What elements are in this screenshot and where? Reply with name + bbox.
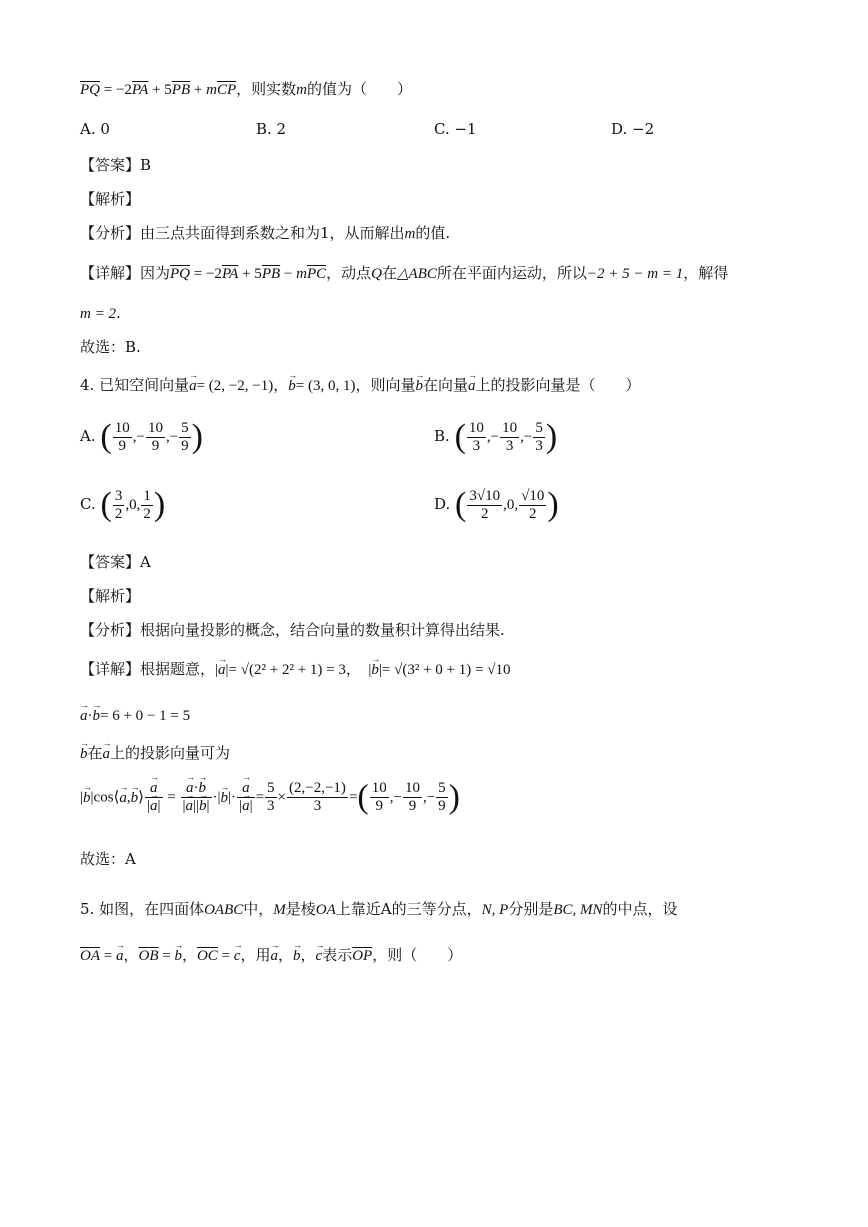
q4-stem: 4. 已知空间向量→ a= (2, −2, −1)，→ b= (3, 0, 1)，则向量→ b在向量→ a上的投影向量是（ ） [80,374,640,397]
q4-option-b: B. ( $\frac{10}{3}$ ,− $\frac{10}{3}$ ,− $\frac{5}{3}$ ) [434,418,558,455]
q3-answer: 【答案】B [80,156,152,174]
q3-stem-text: ，则实数 [236,80,297,98]
q3-option-c: C. −1 [434,120,477,138]
q3-option-d: D. −2 [611,120,655,138]
q4-detail-norms: 【详解】根据题意，|→ a|= √(2² + 2² + 1) = 3， |→ b|= √(3² + 0 + 1) = √10 [80,658,510,681]
q4-fenxi: 【分析】根据向量投影的概念，结合向量的数量积计算得出结果. [80,621,505,639]
q4-detail-dot: → a·→ b= 6 + 0 − 1 = 5 [80,704,190,727]
q4-option-c: C. ( $\frac{3}{2}$ ,0, $\frac{1}{2}$ ) [80,486,166,523]
q4-answer: 【答案】A [80,553,151,571]
q3-detail: 【详解】因为$\overline{PQ} = -2\overline{PA} + 5\overline{PB} - m\overline{PC}$，动点Q在△ABC所在平面内运动，所以−2 + 5 − m = 1，解得 [80,264,729,282]
q3-analysis-heading: 【解析】 [80,190,141,208]
q3-stem: $\overline{PQ} = -2\overline{PA} + 5\overline{PB} + m\overline{CP}$，则实数m的值为（ ） [80,80,412,98]
q3-conclusion: 故选：B. [80,338,141,356]
q4-conclusion: 故选：A [80,850,136,868]
q4-option-a: A. ( $\frac{10}{9}$ ,− $\frac{10}{9}$ ,− $\frac{5}{9}$ ) [80,418,203,455]
q3-option-b: B. 2 [256,120,287,138]
q4-analysis-heading: 【解析】 [80,587,141,605]
q5-stem-line2: $\overline{OA}$ = → a，$\overline{OB}$ = → b，$\overline{OC}$ = → c，用→ a，→ b，→ c表示$\overline{OP}$，则（ ） [80,944,462,967]
q4-detail-proj-formula: |→ b|cos⟨→ a,→ b⟩ → $\frac{a}{|\to a|}$ = → $\frac{a\cdot\to b}{|\to a||\to b|}$ ·|→ b|· → $\frac{a}{|\to a|}$ = $\frac{5}{3}$ × $\frac{(2,-2,-1)}{3}$ =( $\frac{10}{9}$ ,− $\frac{10}{9}$ ,− $\frac{5}{9}$ ) [80,780,460,815]
q3-stem-tail: 的值为（ ） [306,80,412,98]
q4-option-d: D. ( $\frac{3√10}{2}$ ,0, $\frac{√10}{2}$ ) [434,486,559,523]
q3-option-a: A. 0 [80,120,110,138]
q5-stem: 5. 如图，在四面体OABC中，M是棱OA上靠近A的三等分点，N, P分别是BC, MN的中点，设 [80,900,678,918]
q4-detail-proj-label: → b在→ a上的投影向量可为 [80,742,230,765]
q3-fenxi: 【分析】由三点共面得到系数之和为1，从而解出m的值. [80,224,451,242]
q3-detail-result: m = 2. [80,304,121,322]
